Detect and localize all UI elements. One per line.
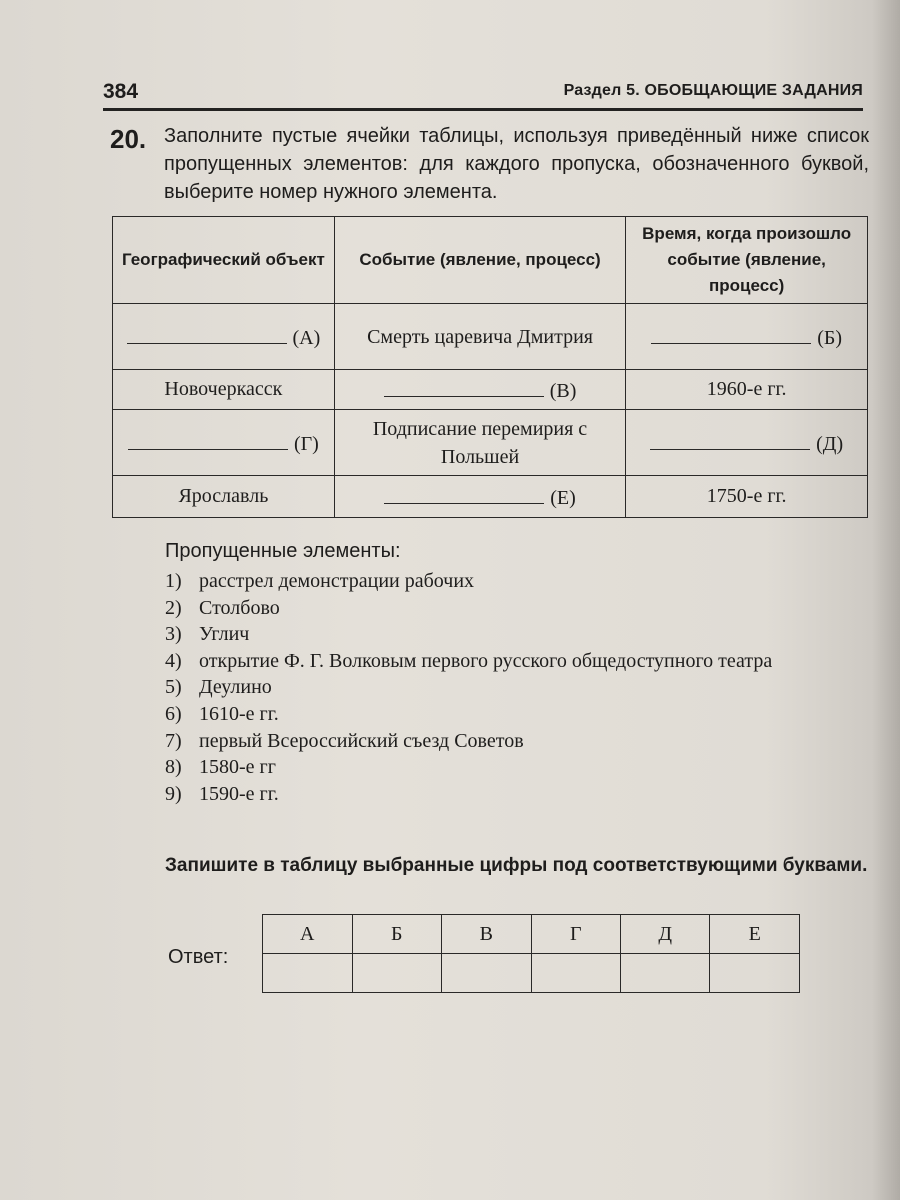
answer-cell[interactable]: [710, 954, 800, 993]
blank-line: [127, 323, 287, 344]
answer-cell[interactable]: [352, 954, 441, 993]
list-item: [165, 674, 865, 701]
list-item: [165, 648, 865, 675]
item-text: Углич: [199, 623, 250, 646]
page-number: 384: [103, 80, 139, 103]
answer-letter: А: [263, 915, 353, 954]
answer-letters-row: [263, 915, 800, 954]
item-number: 5): [165, 676, 182, 699]
table-cell: [626, 410, 868, 476]
list-item: [165, 568, 865, 595]
cell-text: (Е): [550, 487, 576, 509]
page-header: [103, 72, 863, 111]
cell-text: (Б): [817, 327, 843, 349]
table-cell: [113, 410, 335, 476]
answer-letter: Б: [352, 915, 441, 954]
table-cell: Подписание перемирия с Польшей: [334, 410, 625, 476]
answer-cell[interactable]: [620, 954, 710, 993]
table-cell: Смерть царевича Дмитрия: [334, 304, 625, 370]
col-header-event: Событие (явление, процесс): [334, 217, 625, 304]
blank-line: [384, 483, 544, 504]
item-number: 7): [165, 729, 182, 752]
table-row: [113, 370, 868, 410]
answer-instruction: Запишите в таблицу выбранные цифры под соответствующими буквами.: [165, 855, 868, 876]
table-cell: [113, 304, 335, 370]
list-item: [165, 701, 865, 728]
missing-elements-list: [165, 568, 865, 807]
item-text: 1590-е гг.: [199, 782, 279, 805]
blank-line: [650, 429, 810, 450]
item-text: Деулино: [199, 676, 272, 699]
cell-text: (А): [292, 327, 321, 349]
section-title: Раздел 5. ОБОБЩАЮЩИЕ ЗАДАНИЯ: [563, 82, 863, 99]
item-text: 1580-е гг: [199, 756, 276, 779]
list-item: [165, 728, 865, 755]
col-header-object: Географический объект: [113, 217, 335, 304]
answer-input-row: [263, 954, 800, 993]
table-cell: 1750-е гг.: [626, 476, 868, 518]
answer-cell[interactable]: [442, 954, 532, 993]
item-number: 9): [165, 782, 182, 805]
item-text: Столбово: [199, 596, 280, 619]
list-item: [165, 621, 865, 648]
answer-letter: В: [442, 915, 532, 954]
blank-line: [651, 323, 811, 344]
table-cell: 1960-е гг.: [626, 370, 868, 410]
item-number: 3): [165, 623, 182, 646]
table-cell: Ярославль: [113, 476, 335, 518]
missing-elements-title: Пропущенные элементы:: [165, 540, 401, 562]
table-row: [113, 476, 868, 518]
table-cell: [334, 476, 625, 518]
item-number: 4): [165, 649, 182, 672]
answer-table: [262, 914, 800, 993]
cell-text: (В): [549, 380, 577, 402]
table-row: [113, 304, 868, 370]
answer-letter: Е: [710, 915, 800, 954]
table-cell: Новочеркасск: [113, 370, 335, 410]
table-row: [113, 410, 868, 476]
blank-line: [384, 376, 544, 397]
item-text: первый Всероссийский съезд Советов: [199, 729, 524, 752]
blank-line: [128, 429, 288, 450]
item-text: открытие Ф. Г. Волковым первого русского общедоступного театра: [199, 649, 773, 672]
item-text: 1610-е гг.: [199, 702, 279, 725]
answer-cell[interactable]: [263, 954, 353, 993]
task-number: 20.: [110, 124, 147, 154]
cell-text: (Д): [816, 433, 844, 455]
table-cell: [626, 304, 868, 370]
answer-cell[interactable]: [531, 954, 620, 993]
item-number: 1): [165, 570, 182, 592]
answer-letter: Д: [620, 915, 710, 954]
task-table: [112, 216, 868, 518]
task-text: Заполните пустые ячейки таблицы, используя приведённый ниже список пропущенных элементов: для каждого пропуска, обозначенного буквой, выберите номер нужного элемента.: [164, 125, 869, 203]
table-cell: [334, 370, 625, 410]
item-number: 6): [165, 702, 182, 725]
cell-text: (Г): [293, 433, 319, 455]
list-item: [165, 754, 865, 781]
item-number: 8): [165, 756, 182, 779]
list-item: [165, 595, 865, 622]
table-header-row: [113, 217, 868, 304]
col-header-time: Время, когда произошло событие (явление, процесс): [626, 217, 868, 304]
list-item: [165, 781, 865, 808]
page-edge-shadow: [872, 0, 900, 1200]
item-text: расстрел демонстрации рабочих: [199, 570, 475, 592]
answer-label: Ответ:: [168, 946, 229, 968]
item-number: 2): [165, 596, 182, 619]
answer-letter: Г: [531, 915, 620, 954]
